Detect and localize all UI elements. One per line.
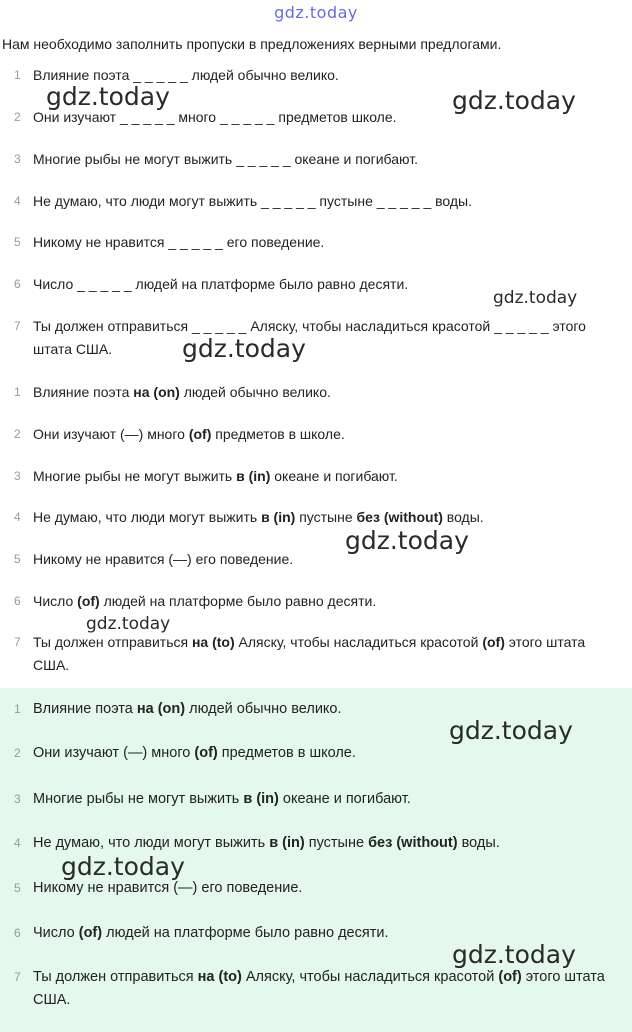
answer-fragment: Многие рыбы не могут выжить [33, 791, 244, 807]
watermark: gdz.today [452, 940, 576, 969]
answer-text [33, 590, 620, 613]
answer-fragment: океане и погибают. [270, 468, 398, 484]
watermark: gdz.today [46, 82, 170, 111]
answer-fragment: Число [33, 593, 78, 609]
item-number: 5 [14, 552, 21, 566]
answer-item [14, 381, 620, 404]
answer-preposition: (of) [77, 593, 100, 609]
answer-fragment: этого штата США. [33, 634, 586, 673]
answer-fragment: Ты должен отправиться [33, 969, 198, 985]
answer-item [14, 465, 620, 488]
site-logo[interactable]: gdz.today [274, 3, 358, 22]
task-text: Влияние поэта _ _ _ _ _ людей обычно велико. [33, 67, 339, 83]
answer-text [33, 742, 620, 765]
task-text: Многие рыбы не могут выжить _ _ _ _ _ океане и погибают. [33, 151, 418, 167]
watermark: gdz.today [182, 334, 306, 363]
item-number: 7 [14, 635, 21, 649]
task-item [14, 190, 620, 213]
answer-preposition: (of) [194, 745, 218, 761]
item-number: 5 [14, 881, 21, 895]
answer-fragment: океане и погибают. [278, 791, 411, 807]
task-text: Ты должен отправиться _ _ _ _ _ Аляску, чтобы насладиться красотой _ _ _ _ _ этого штата США. [33, 318, 586, 357]
watermark: gdz.today [452, 86, 576, 115]
task-text: Никому не нравится _ _ _ _ _ его поведение. [33, 234, 325, 250]
answer-preposition: (of) [188, 426, 212, 442]
item-number: 1 [14, 68, 21, 82]
answer-fragment: пустыне [304, 835, 369, 851]
answer-fragment: Не думаю, что люди могут выжить [33, 835, 270, 851]
answer-item [14, 423, 620, 446]
answer-text [33, 966, 620, 1012]
item-number: 2 [14, 427, 21, 441]
answer-preposition: без (without) [356, 509, 443, 525]
watermark: gdz.today [86, 614, 171, 634]
item-number: 6 [14, 926, 21, 940]
answer-fragment: воды. [442, 509, 484, 525]
answer-item [14, 788, 620, 811]
answer-fragment: Они изучают (—) много [33, 745, 195, 761]
answer-fragment: людей на платформе было равно десяти. [102, 925, 389, 941]
answer-fragment: предметов в школе. [217, 745, 356, 761]
answer-preposition: на (on) [136, 701, 186, 717]
answer-text [33, 698, 620, 721]
answer-preposition: на (to) [197, 969, 242, 985]
item-number: 4 [14, 194, 21, 208]
item-number: 6 [14, 277, 21, 291]
answer-text [33, 832, 620, 855]
watermark: gdz.today [449, 716, 573, 745]
item-number: 4 [14, 836, 21, 850]
task-item [14, 148, 620, 171]
answer-text [33, 548, 620, 571]
answer-preposition: в (in) [236, 468, 271, 484]
answer-preposition: в (in) [269, 835, 305, 851]
watermark: gdz.today [493, 288, 578, 308]
answer-fragment: людей на платформе было равно десяти. [99, 593, 377, 609]
answer-text [33, 506, 620, 529]
answer-preposition: на (on) [133, 384, 180, 400]
task-intro: Нам необходимо заполнить пропуски в предложениях верными предлогами. [2, 36, 502, 52]
answer-fragment: Число [33, 925, 79, 941]
answer-fragment: Не думаю, что люди могут выжить [33, 509, 262, 525]
answer-preposition: в (in) [261, 509, 296, 525]
item-number: 3 [14, 792, 21, 806]
item-number: 1 [14, 385, 21, 399]
item-number: 2 [14, 110, 21, 124]
answer-fragment: Они изучают (—) много [33, 426, 189, 442]
answer-fragment: воды. [457, 835, 500, 851]
answer-fragment: людей обычно велико. [179, 384, 331, 400]
item-number: 7 [14, 319, 21, 333]
answer-text [33, 922, 620, 945]
item-number: 3 [14, 152, 21, 166]
answer-fragment: людей обычно велико. [185, 701, 342, 717]
answer-text [33, 788, 620, 811]
answer-text [33, 381, 620, 404]
answer-item [14, 922, 620, 945]
answer-item [14, 506, 620, 529]
item-number: 4 [14, 510, 21, 524]
answer-fragment: Влияние поэта [33, 701, 137, 717]
answer-fragment: Влияние поэта [33, 384, 134, 400]
item-number: 3 [14, 469, 21, 483]
answer-text [33, 631, 620, 677]
answer-item [14, 698, 620, 721]
answer-fragment: предметов в школе. [211, 426, 345, 442]
answer-fragment: Никому не нравится (—) его поведение. [33, 880, 303, 896]
answer-fragment: этого штата США. [33, 969, 605, 1008]
task-text: Не думаю, что люди могут выжить _ _ _ _ _ пустыне _ _ _ _ _ воды. [33, 193, 472, 209]
answer-preposition: на (to) [191, 634, 235, 650]
answer-item [14, 877, 620, 900]
task-item [14, 64, 620, 87]
answer-item [14, 548, 620, 571]
answer-fragment: пустыне [295, 509, 357, 525]
answer-preposition: (of) [498, 969, 522, 985]
item-number: 5 [14, 235, 21, 249]
answer-preposition: (of) [78, 925, 103, 941]
answer-item [14, 966, 620, 1012]
answer-fragment: Аляску, чтобы насладиться красотой [234, 634, 483, 650]
answer-text [33, 877, 620, 900]
item-number: 2 [14, 746, 21, 760]
answer-item [14, 832, 620, 855]
answer-item [14, 590, 620, 613]
answer-text [33, 423, 620, 446]
task-item [14, 106, 620, 129]
answer-fragment: Никому не нравится (—) его поведение. [33, 551, 294, 567]
task-item [14, 315, 620, 361]
item-number: 7 [14, 970, 21, 984]
item-number: 6 [14, 594, 21, 608]
task-text: Они изучают _ _ _ _ _ много _ _ _ _ _ предметов школе. [33, 109, 397, 125]
task-item [14, 273, 620, 296]
item-number: 1 [14, 702, 21, 716]
task-item [14, 231, 620, 254]
answer-preposition: (of) [482, 634, 505, 650]
watermark: gdz.today [61, 852, 185, 881]
answer-fragment: Аляску, чтобы насладиться красотой [241, 969, 499, 985]
answer-preposition: в (in) [243, 791, 279, 807]
answer-item [14, 631, 620, 677]
answer-item [14, 742, 620, 765]
task-text: Число _ _ _ _ _ людей на платформе было равно десяти. [33, 276, 409, 292]
answer-fragment: Ты должен отправиться [33, 634, 192, 650]
answer-preposition: без (without) [368, 835, 458, 851]
watermark: gdz.today [345, 526, 469, 555]
answer-text [33, 465, 620, 488]
answer-fragment: Многие рыбы не могут выжить [33, 468, 237, 484]
